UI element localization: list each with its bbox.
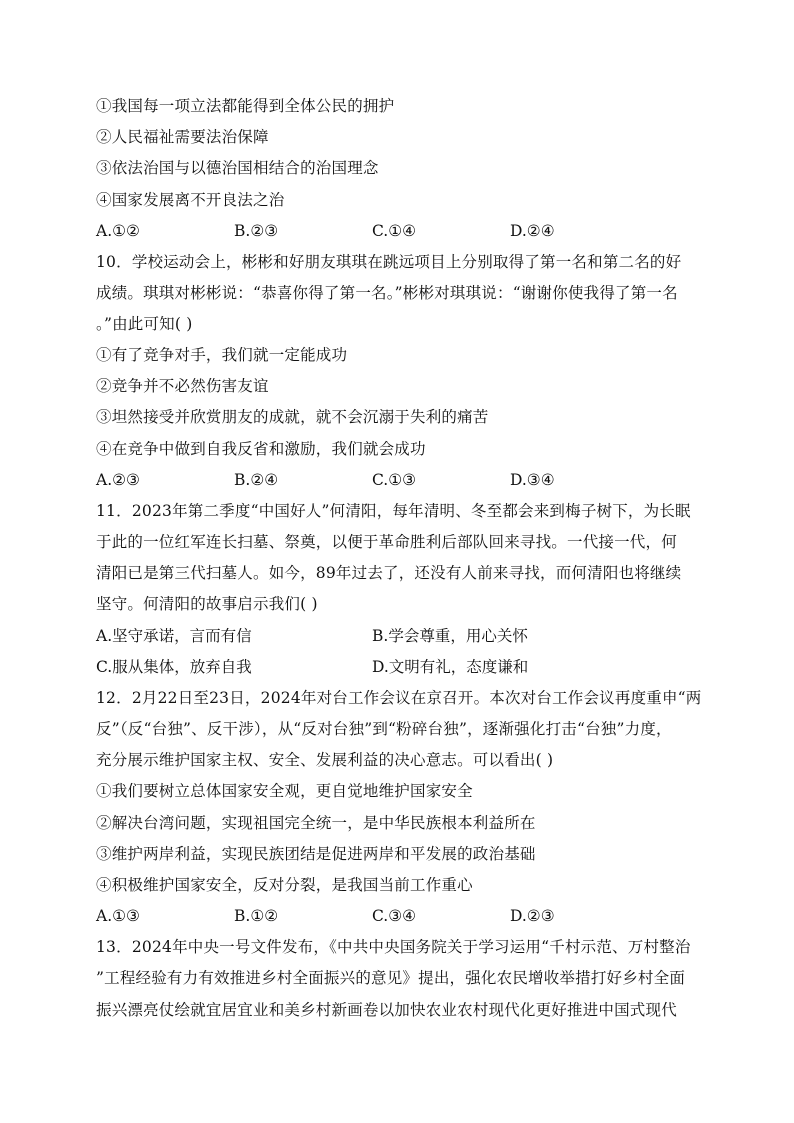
q9-option-d: D.②④ <box>510 222 555 240</box>
q12-item-4: ④积极维护国家安全，反对分裂，是我国当前工作重心 <box>96 876 473 894</box>
q9-item-4: ④国家发展离不开良法之治 <box>96 191 285 209</box>
q11-stem-line-4: 坚守。何清阳的故事启示我们( ) <box>96 595 318 613</box>
q12-stem-line-1: 12．2月22日至23日，2024年对台工作会议在京召开。本次对台工作会议再度重申“两 <box>96 689 702 707</box>
q9-option-b: B.②③ <box>234 222 279 240</box>
q11-option-d: D.文明有礼，态度谦和 <box>372 658 529 676</box>
q11-stem-line-3: 清阳已是第三代扫墓人。如今，89年过去了，还没有人前来寻找，而何清阳也将继续 <box>96 564 682 582</box>
q12-stem-line-3: 充分展示维护国家主权、安全、发展利益的决心意志。可以看出( ) <box>96 751 554 769</box>
q9-item-2: ②人民福祉需要法治保障 <box>96 128 269 146</box>
q10-option-b: B.②④ <box>234 471 279 489</box>
q10-option-a: A.②③ <box>96 471 140 489</box>
q11-option-b: B.学会尊重，用心关怀 <box>372 627 528 645</box>
q11-option-c: C.服从集体，放弃自我 <box>96 658 252 676</box>
q9-option-a: A.①② <box>96 222 140 240</box>
q10-item-3: ③坦然接受并欣赏朋友的成就，就不会沉溺于失利的痛苦 <box>96 408 489 426</box>
q12-item-2: ②解决台湾问题，实现祖国完全统一，是中华民族根本利益所在 <box>96 814 536 832</box>
q9-option-c: C.①④ <box>372 222 417 240</box>
q10-item-2: ②竞争并不必然伤害友谊 <box>96 377 269 395</box>
q12-item-1: ①我们要树立总体国家安全观，更自觉地维护国家安全 <box>96 782 473 800</box>
q13-stem-line-3: 振兴漂亮仗绘就宜居宜业和美乡村新画卷以加快农业农村现代化更好推进中国式现代 <box>96 1001 677 1019</box>
q12-item-3: ③维护两岸利益，实现民族团结是促进两岸和平发展的政治基础 <box>96 845 536 863</box>
q10-item-4: ④在竞争中做到自我反省和激励，我们就会成功 <box>96 440 426 458</box>
q12-stem-line-2: 反”（反“台独”、反干涉），从“反对台独”到“粉碎台独”，逐渐强化打击“台独”力度， <box>96 720 672 738</box>
q10-option-d: D.③④ <box>510 471 555 489</box>
q10-item-1: ①有了竞争对手，我们就一定能成功 <box>96 346 348 364</box>
q9-item-1: ①我国每一项立法都能得到全体公民的拥护 <box>96 97 395 115</box>
q12-option-c: C.③④ <box>372 907 417 925</box>
q11-option-a: A.坚守承诺，言而有信 <box>96 627 252 645</box>
q12-option-b: B.①② <box>234 907 279 925</box>
q10-stem-line-1: 10．学校运动会上，彬彬和好朋友琪琪在跳远项目上分别取得了第一名和第二名的好 <box>96 253 682 271</box>
q13-stem-line-1: 13．2024年中央一号文件发布，《中共中央国务院关于学习运用“千村示范、万村整治 <box>96 938 691 956</box>
q9-item-3: ③依法治国与以德治国相结合的治国理念 <box>96 159 379 177</box>
q12-option-a: A.①③ <box>96 907 140 925</box>
q10-option-c: C.①③ <box>372 471 417 489</box>
q10-stem-line-3: 。”由此可知( ) <box>96 315 193 333</box>
q13-stem-line-2: ”工程经验有力有效推进乡村全面振兴的意见》提出，强化农民增收举措打好乡村全面 <box>96 969 686 987</box>
q11-stem-line-1: 11．2023年第二季度“中国好人”何清阳，每年清明、冬至都会来到梅子树下，为长眠 <box>96 502 691 520</box>
q12-option-d: D.②③ <box>510 907 555 925</box>
q11-stem-line-2: 于此的一位红军连长扫墓、祭奠，以便于革命胜利后部队回来寻找。一代接一代，何 <box>96 533 677 551</box>
q10-stem-line-2: 成绩。琪琪对彬彬说：“恭喜你得了第一名。”彬彬对琪琪说：“谢谢你使我得了第一名 <box>96 284 678 302</box>
